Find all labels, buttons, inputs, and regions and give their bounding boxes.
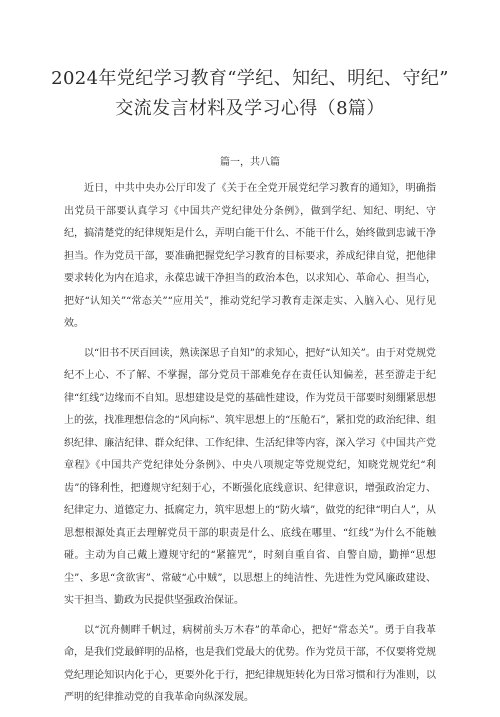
paragraph-1: 近日，中共中央办公厅印发了《关于在全党开展党纪学习教育的通知》，明确指出党员干部要认真学习《中国共产党纪律处分条例》，做到学纪、知纪、明纪、守纪，搞清楚党的纪律规矩是什么，弄明白能干什么、不能干什么，始终做到忠诚干净担当。作为党员干部，要准确把握党纪学习教育的目标要求，养成纪律自觉，把他律要求转化为内在追求，永葆忠诚干净担当的政治本色，以求知心、革命心、担当心，把好“认知关”“常态关”“应用关”，推动党纪学习教育走深走实、入脑入心、见行见效。	[64, 183, 436, 329]
paragraph-3: 以“沉舟侧畔千帆过，病树前头万木春”的革命心，把好“常态关”。勇于自我革命，是我们党最鲜明的品格，也是我们党最大的优势。作为党员干部，不仅要将党规党纪理论知识内化于心，更要外化于行，把纪律规矩转化为日常习惯和行为准则，以严明的纪律推动党的自我革命向纵深发展。	[64, 624, 436, 703]
document-body	[64, 178, 436, 717]
title-line-2: 交流发言材料及学习心得（8篇）	[115, 98, 385, 119]
paragraph-2: 以“旧书不厌百回读，熟读深思子自知”的求知心，把好“认知关”。由于对党规党纪不上心、不了解、不掌握，部分党员干部难免存在责任认知偏差，甚至游走于纪律“红线”边缘而不自知。思想建设是党的基础性建设，作为党员干部要时刻绷紧思想上的弦，找准理想信念的“风向标”、筑牢思想上的“压舱石”，紧扣党的政治纪律、组织纪律、廉洁纪律、群众纪律、工作纪律、生活纪律等内容，深入学习《中国共产党章程》《中国共产党纪律处分条例》、中央八项规定等党规党纪，知晓党规党纪“利齿”的锋利性，把遵规守纪刻于心，不断强化底线意识、纪律意识，增强政治定力、纪律定力、道德定力、抵腐定力，筑牢思想上的“防火墙”，做党的纪律“明白人”，从思想根源处真正去理解党员干部的职责是什么、底线在哪里、“红线”为什么不能触碰。主动为自己戴上遵规守纪的“紧箍咒”，时刻自重自省、自警自励，勤掸“思想尘”、多思“贪欲害”、常破“心中贼”，以思想上的纯洁性、先进性为党风廉政建设、实干担当、勤政为民提供坚强政治保证。	[64, 347, 436, 606]
section-heading: 篇一，共八篇	[220, 157, 280, 168]
title-line-1: 2024年党纪学习教育“学纪、知纪、明纪、守纪”	[51, 68, 449, 89]
document-title	[40, 64, 460, 124]
